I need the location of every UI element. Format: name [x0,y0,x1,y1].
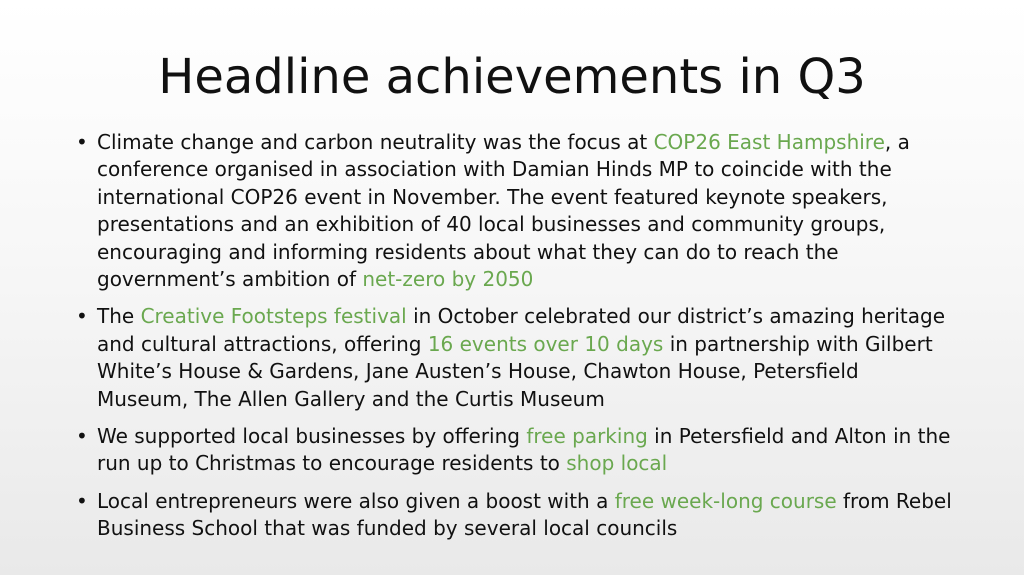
bullet-text: The [97,304,141,329]
highlight-events-count: 16 events over 10 days [427,331,664,356]
highlight-creative-footsteps: Creative Footsteps festival [140,304,407,329]
bullet-text: We supported local businesses by offering [97,424,527,449]
bullet-dot-icon: • [76,130,88,154]
highlight-free-parking: free parking [526,424,648,449]
bullet-item-course [76,488,956,543]
highlight-shop-local: shop local [566,451,668,476]
bullet-text: in October celebrated our district’s amazing heritage and cultural attractions, offering [97,304,946,356]
bullet-text: in partnership with Gilbert White’s House & Gardens, Jane Austen’s House, Chawton House, Petersfield Museum, The Allen Gallery and the Curtis Museum [97,331,933,411]
slide-title: Headline achievements in Q3 [158,49,866,105]
bullet-text: in Petersfield and Alton in the run up to Christmas to encourage residents to [97,424,951,476]
highlight-free-course: free week-long course [614,488,837,513]
bullet-text: Local entrepreneurs were also given a boost with a [97,488,615,513]
bullet-text: from Rebel Business School that was funded by several local councils [97,488,952,541]
bullet-item-cop26 [76,129,956,293]
bullet-text: , a conference organised in association with Damian Hinds MP to coincide with the international COP26 event in November. The event featured keynote speakers, presentations and an exhibition of 40 local businesses and community groups, encouraging and informing residents about what they can do to reach the government’s ambition of [97,130,910,292]
highlight-cop26-east-hampshire: COP26 East Hampshire [653,130,885,154]
bullet-dot-icon: • [76,488,88,513]
bullet-dot-icon: • [76,424,88,449]
bullet-text: Climate change and carbon neutrality was the focus at [97,130,654,154]
bullet-list [76,129,956,553]
highlight-net-zero: net-zero by 2050 [362,267,534,292]
bullet-item-free-parking [76,423,956,478]
bullet-dot-icon: • [76,304,88,329]
bullet-item-creative-footsteps [76,303,956,413]
